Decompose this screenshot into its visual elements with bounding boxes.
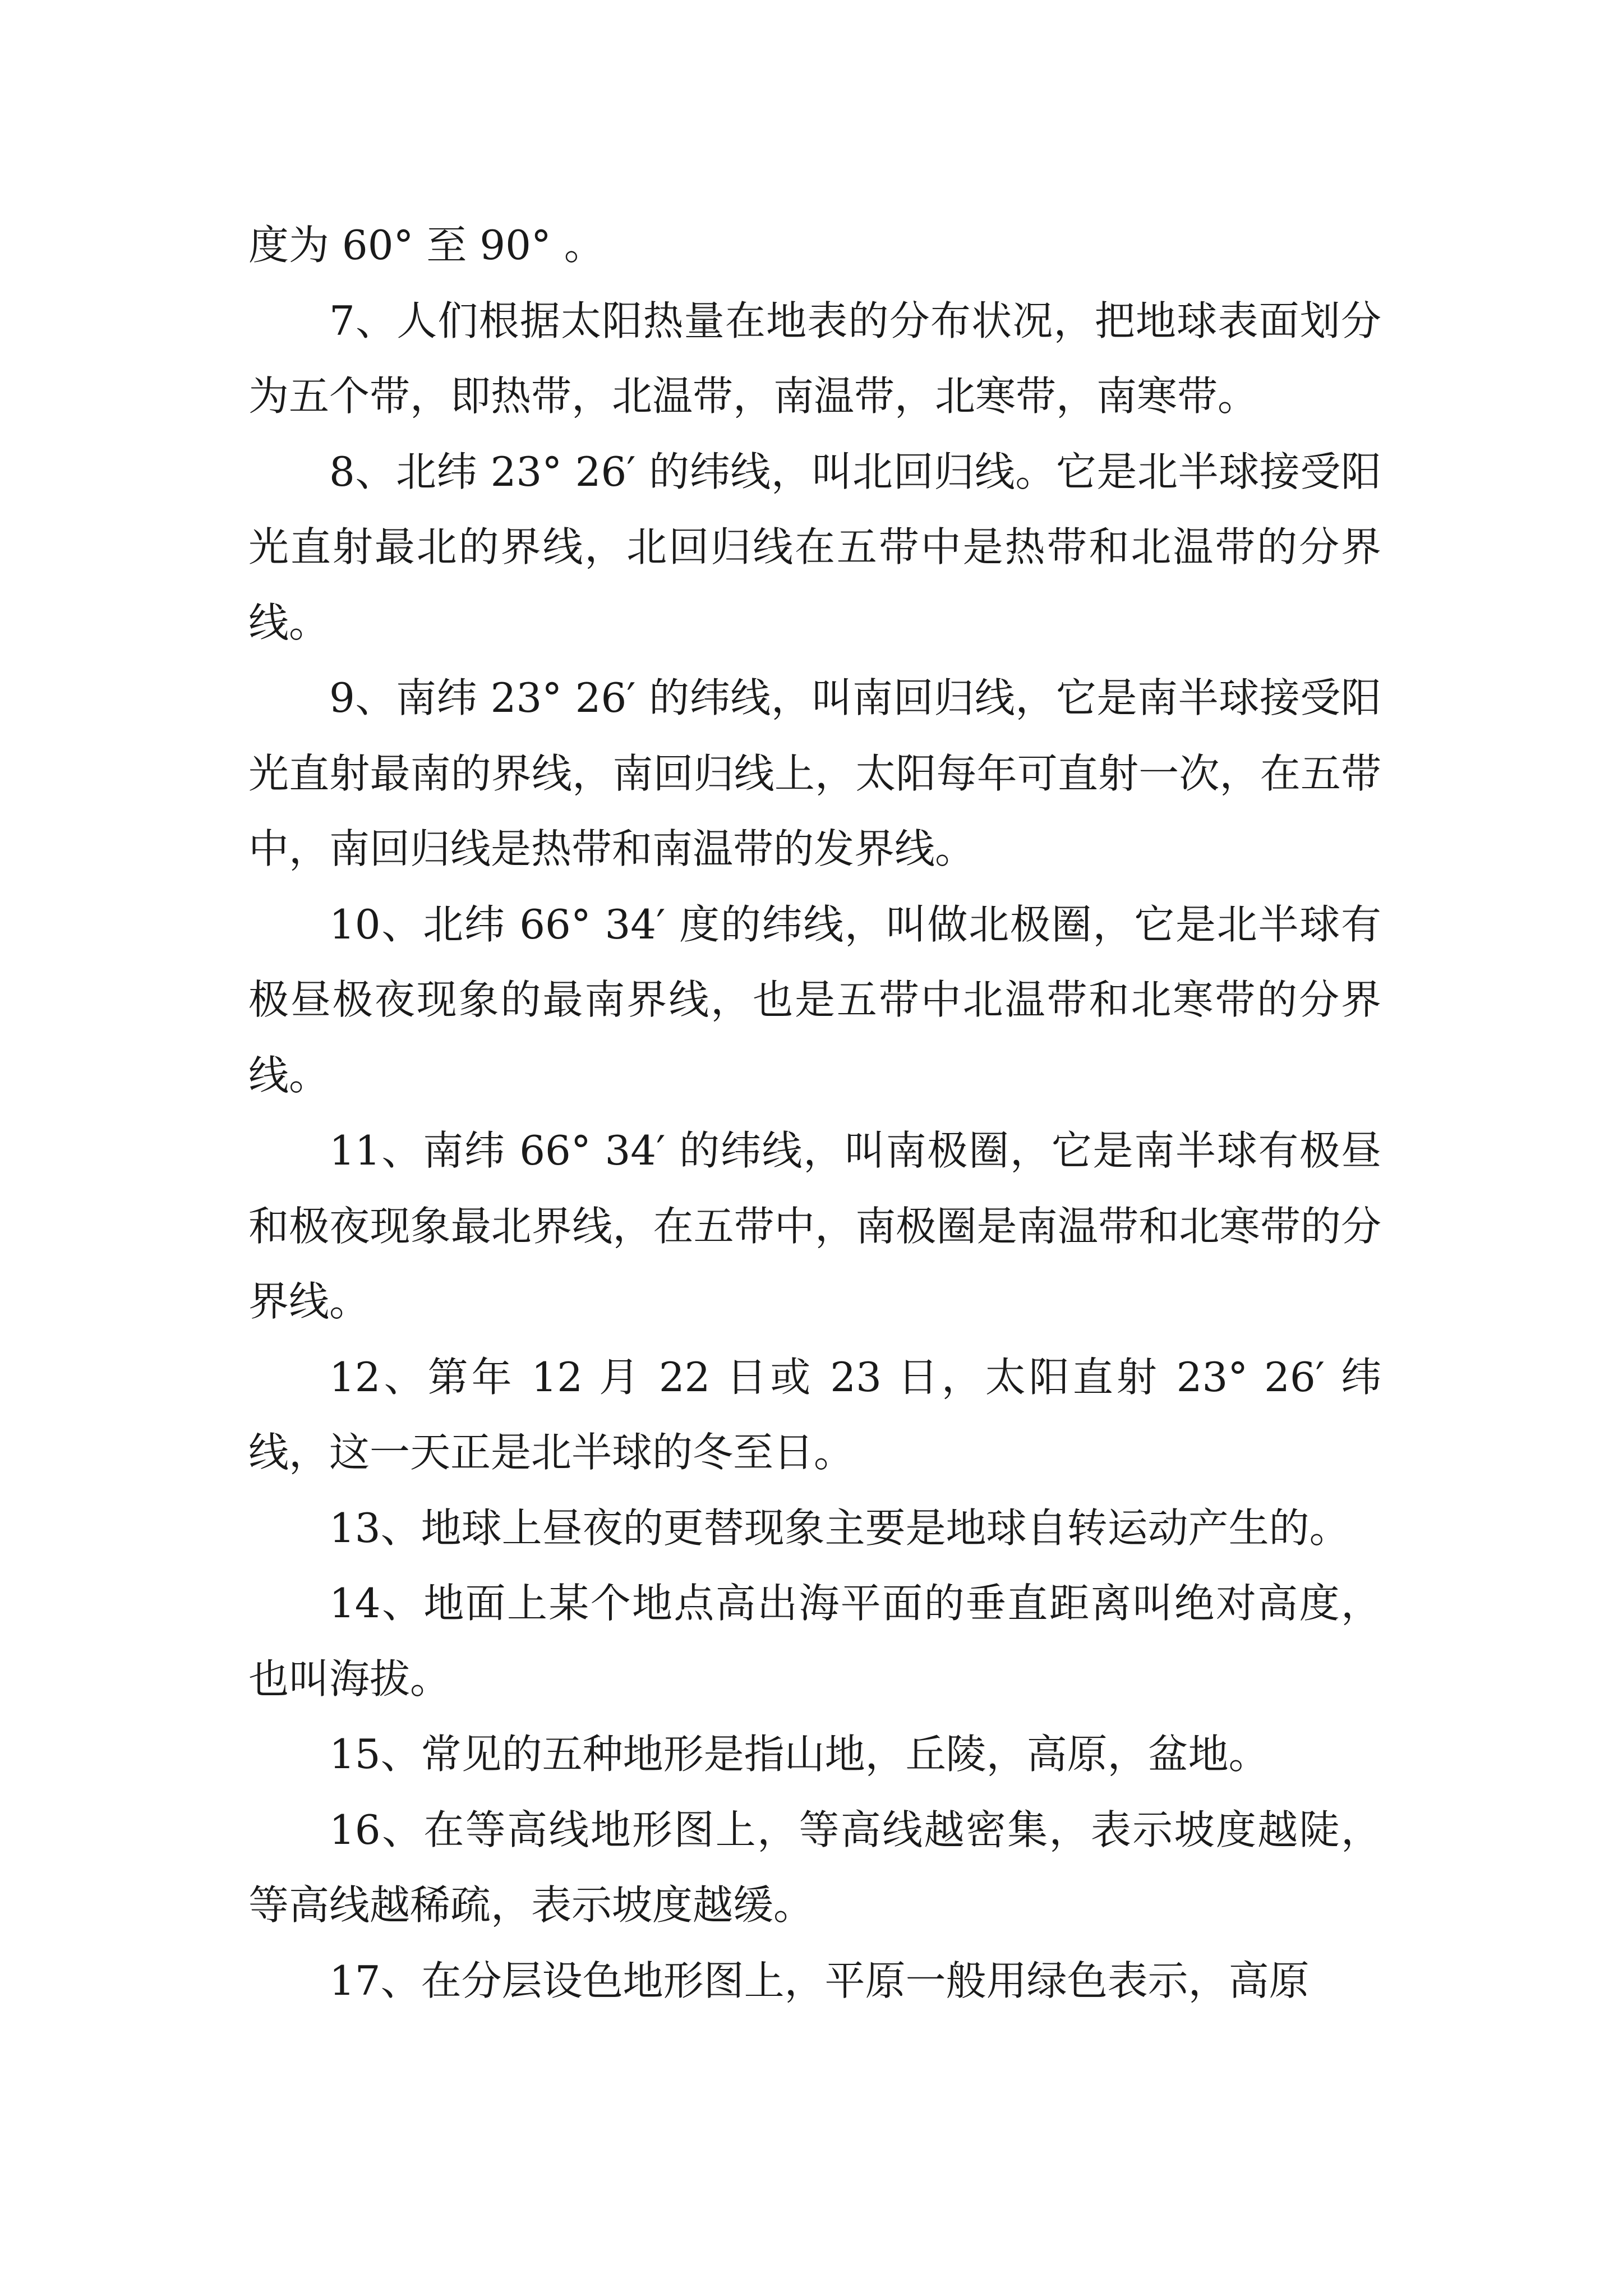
paragraph-item-10: 10、北纬 66° 34′ 度的纬线，叫做北极圈，它是北半球有极昼极夜现象的最南界线，也是五带中北温带和北寒带的分界线。 xyxy=(248,900,1381,1099)
paragraph-item-15: 15、常见的五种地形是指山地，丘陵，高原，盆地。 xyxy=(329,1731,1269,1778)
paragraph-item-12: 12、第年 12 月 22 日或 23 日，太阳直射 23° 26′ 纬线，这一天正是北半球的冬至日。 xyxy=(248,1353,1381,1476)
paragraph-item-14: 14、地面上某个地点高出海平面的垂直距离叫绝对高度，也叫海拔。 xyxy=(248,1580,1381,1703)
document-body xyxy=(248,208,1381,2018)
paragraph-item-17: 17、在分层设色地形图上，平原一般用绿色表示，高原 xyxy=(329,1957,1310,2004)
paragraph-item-11: 11、南纬 66° 34′ 的纬线，叫南极圈，它是南半球有极昼和极夜现象最北界线，在五带中，南极圈是南温带和北寒带的分界线。 xyxy=(248,1127,1381,1325)
paragraph-item-8: 8、北纬 23° 26′ 的纬线，叫北回归线。它是北半球接受阳光直射最北的界线，北回归线在五带中是热带和北温带的分界线。 xyxy=(248,448,1381,646)
paragraph-item-13: 13、地球上昼夜的更替现象主要是地球自转运动产生的。 xyxy=(329,1504,1350,1552)
paragraph-item-7: 7、人们根据太阳热量在地表的分布状况，把地球表面划分为五个带，即热带，北温带，南温带，北寒带，南寒带。 xyxy=(248,297,1381,420)
paragraph-item-16: 16、在等高线地形图上，等高线越密集，表示坡度越陡，等高线越稀疏，表示坡度越缓。 xyxy=(248,1806,1381,1929)
paragraph-item-9: 9、南纬 23° 26′ 的纬线，叫南回归线，它是南半球接受阳光直射最南的界线，南回归线上，太阳每年可直射一次，在五带中，南回归线是热带和南温带的发界线。 xyxy=(248,674,1381,872)
paragraph-continuation: 度为 60° 至 90° 。 xyxy=(248,222,605,269)
